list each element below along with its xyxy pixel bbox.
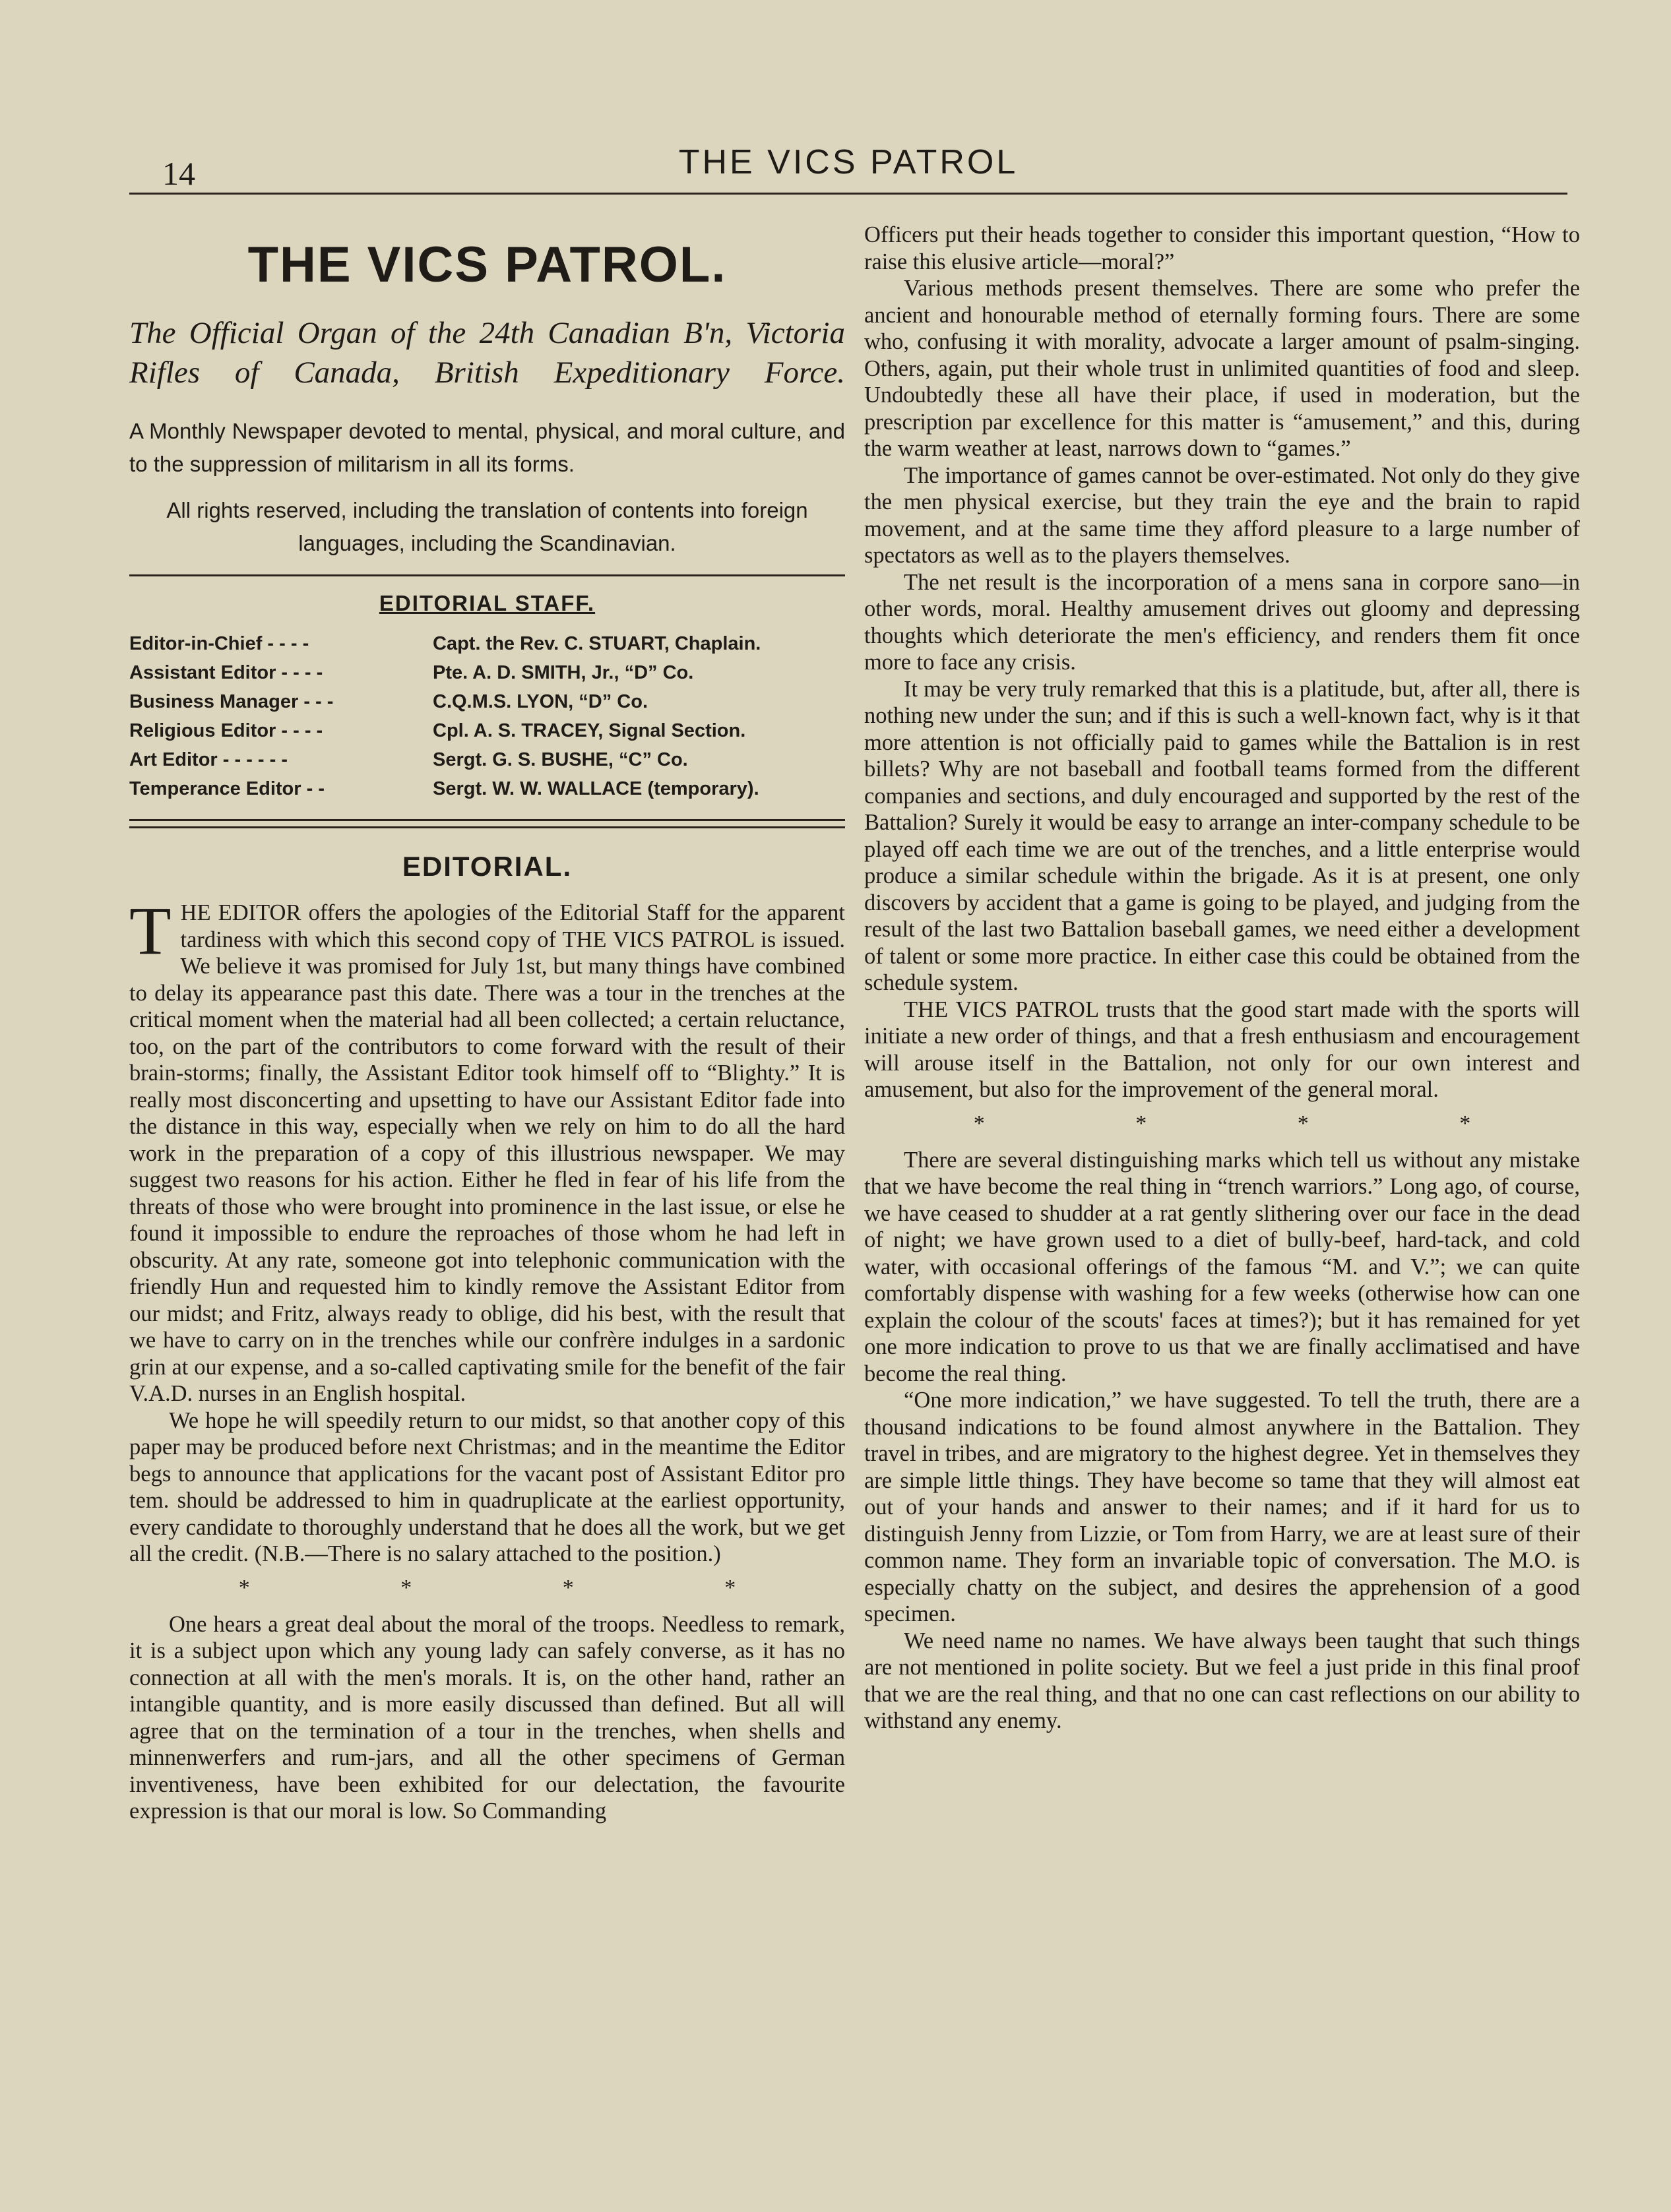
staff-row — [129, 745, 845, 774]
editorial-paragraph: THE VICS PATROL trusts that the good start made with the sports will initiate a new order of things, and that a fresh enthusiasm and encouragement will arouse itself in the Battalion, not only for our own interest and amusement, but also for the improvement of the general moral. — [864, 997, 1580, 1102]
staff-name: Sergt. W. W. WALLACE (temporary). — [433, 778, 759, 799]
staff-role: Art Editor - — [129, 749, 230, 770]
masthead-title: THE VICS PATROL. — [247, 237, 727, 293]
staff-dots: - - - - — [267, 633, 309, 654]
masthead-subtitle — [129, 313, 845, 392]
editorial-heading: EDITORIAL. — [402, 851, 573, 882]
editorial-paragraph: We need name no names. We have always been taught that such things are not mentioned in polite society. But we feel a just pride in this final proof that we are the real thing, and that no one can cast reflections on our ability to withstand any enemy. — [864, 1628, 1580, 1733]
left-column — [129, 218, 845, 1825]
staff-name: Pte. A. D. SMITH, Jr., “D” Co. — [433, 662, 694, 683]
editorial-paragraph: There are several distinguishing marks which tell us without any mistake that we have become the real thing in “trench warriors.” Long ago, of course, we have ceased to shudder at a rat gently slithering over our face in the dead of night; we have grown used to a diet of bully-beef, hard-tack, and cold water, with occasional offerings of the famous “M. and V.”; we can quite comfortably dispense with washing for a few weeks (otherwise how can one explain the colour of the scouts' faces at times?); but it has remained for yet one more indication to prove to us that we are finally acclimatised and have become the real thing. — [864, 1147, 1580, 1386]
subtitle-line-1: The Official Organ of the 24th Canadian B'n, Victoria — [129, 316, 845, 350]
paragraph-text: HE EDITOR offers the apologies of the Editorial Staff for the apparent tardiness with which this second copy of THE VICS PATROL is issued. We believe it was promised for July 1st, but many things have combined to delay its appearance past this date. There was a tour in the trenches at the critical moment when the material had all been collected; a certain reluctance, too, on the part of the contributors to come forward with the result of their brain-storms; finally, the Assistant Editor took himself off to “Blighty.” It is really most disconcerting and upsetting to have our Assistant Editor fade into the distance in this way, especially when we rely on him to do all the hard work in the preparation of a copy of this illustrious newspaper. We may suggest two reasons for his action. Either he fled in fear of his life from the threats of those who were brought into prominence in the last issue, or else he found it impossible to endure the reproaches of those whom he had left in obscurity. At any rate, someone got into telephonic communication with the friendly Hun and requested him to kindly remove the Assistant Editor from our midst; and Fritz, always ready to oblige, did his best, with the result that we have to carry on in the trenches while our confrère indulges in a sardonic grin at our expense, and a so-called captivating smile for the benefit of the fair V.A.D. nurses in an English hospital. — [129, 900, 845, 1406]
editorial-paragraph: One hears a great deal about the moral of the troops. Needless to remark, it is a subject upon which any young lady can safely converse, as it has no connection at all with the men's morals. It is, on the other hand, rather an intangible quantity, and is more easily discussed than defined. But all will agree that on the termination of a tour in the trenches, when shells and minnenwerfers and rum-jars, and all the other specimens of German inventiveness, have been exhibited for our delectation, the favourite expression is that our moral is low. So Commanding — [129, 1611, 845, 1824]
right-column — [864, 222, 1580, 1735]
editorial-paragraph: “One more indication,” we have suggested. To tell the truth, there are a thousand indications to be found almost anywhere in the Battalion. They travel in tribes, and are migratory to the highest degree. Yet in themselves they are simple little things. They have become so tame that they will almost eat out of your hands and answer to their names; and if it hard for us to distinguish Jenny from Lizzie, or Tom from Harry, we are at least sure of their common name. They form an invariable topic of conversation. The M.O. is especially chatty on the subject, and desires the apprehension of a good specimen. — [864, 1388, 1580, 1626]
page-number: 14 — [162, 155, 195, 192]
subtitle-line-2: Rifles of Canada, British Expeditionary Force. — [129, 355, 845, 390]
staff-role: Editor-in-Chief — [129, 633, 263, 654]
staff-heading: EDITORIAL STAFF. — [379, 591, 596, 615]
staff-role: Temperance Editor — [129, 778, 301, 799]
staff-role: Assistant Editor - — [129, 662, 288, 683]
staff-dots: - - — [306, 778, 325, 799]
divider — [129, 574, 845, 576]
rights-notice: All rights reserved, including the translation of contents into foreign languages, including the Scandinavian. — [166, 498, 808, 555]
staff-row — [129, 716, 845, 745]
staff-role: Religious Editor - — [129, 720, 288, 741]
editorial-paragraph: It may be very truly remarked that this is a platitude, but, after all, there is nothing new under the sun; and if this is such a well-known fact, why is it that more attention is not officially paid to games while the Battalion is in rest billets? Why are not baseball and football teams formed from the different companies and sections, and duly encouraged and supported by the rest of the Battalion? Surely it would be easy to arrange an inter-company schedule to be played off each time we are out of the trenches, and a little enterprise would produce a similar schedule within the brigade. As it is at present, one only discovers by accident that a game is going to be played, and judging from the result of the last two Battalion baseball games, we need either a development of talent or some more practice. In either case this could be obtained from the schedule system. — [864, 676, 1580, 995]
staff-dots: - - - — [293, 720, 323, 741]
drop-cap: T — [129, 893, 172, 969]
staff-dots: - - - — [303, 691, 334, 712]
staff-table — [129, 629, 845, 803]
editorial-paragraph — [129, 893, 845, 1407]
staff-name: C.Q.M.S. LYON, “D” Co. — [433, 691, 648, 712]
staff-dots: - - - — [293, 662, 323, 683]
editorial-paragraph: We hope he will speedily return to our midst, so that another copy of this paper may be produced before next Christmas; and in the meantime the Editor begs to announce that applications for the vacant post of Assistant Editor pro tem. should be addressed to him in quadruplicate at the earliest opportunity, every candidate to thoroughly understand that he does all the work, but we get all the credit. (N.B.—There is no salary attached to the position.) — [129, 1407, 845, 1566]
running-head — [129, 137, 1567, 190]
staff-dots: - - - - - — [234, 749, 288, 770]
editorial-paragraph: The net result is the incorporation of a mens sana in corpore sano—in other words, moral. Healthy amusement drives out gloomy and depressing thoughts which deteriorate the men's efficiency, and renders them fit once more to face any crisis. — [864, 569, 1580, 675]
staff-row — [129, 687, 845, 716]
editorial-paragraph: Officers put their heads together to consider this important question, “How to raise this elusive article—moral?” — [864, 222, 1580, 274]
editorial-paragraph: Various methods present themselves. There are some who prefer the ancient and honourable method of eternally forming fours. There are some who, confusing it with morality, advocate a larger amount of psalm-singing. Others, again, put their whole trust in unlimited quantities of food and sleep. Undoubtedly these all have their place, if used in moderation, but the prescription par excellence for this matter is “amusement,” and this, during the warm weather at least, narrows down to “games.” — [864, 276, 1580, 461]
staff-name: Capt. the Rev. C. STUART, Chaplain. — [433, 633, 761, 654]
header-rule — [129, 193, 1567, 195]
running-title: THE VICS PATROL — [678, 143, 1019, 181]
staff-row — [129, 774, 845, 803]
staff-row — [129, 629, 845, 658]
double-divider — [129, 819, 845, 828]
section-stars: * * * * — [973, 1111, 1544, 1136]
masthead-description: A Monthly Newspaper devoted to mental, physical, and moral culture, and to the suppression of militarism in all its forms. — [129, 419, 845, 476]
editorial-paragraph: The importance of games cannot be over-estimated. Not only do they give the men physical exercise, but they train the eye and the brain to rapid movement, and at the same time they afford pleasure to a large number of spectators as well as to the players themselves. — [864, 462, 1580, 568]
staff-name: Cpl. A. S. TRACEY, Signal Section. — [433, 720, 746, 741]
section-stars: * * * * — [238, 1575, 809, 1600]
staff-row — [129, 658, 845, 687]
staff-name: Sergt. G. S. BUSHE, “C” Co. — [433, 749, 688, 770]
staff-role: Business Manager — [129, 691, 299, 712]
